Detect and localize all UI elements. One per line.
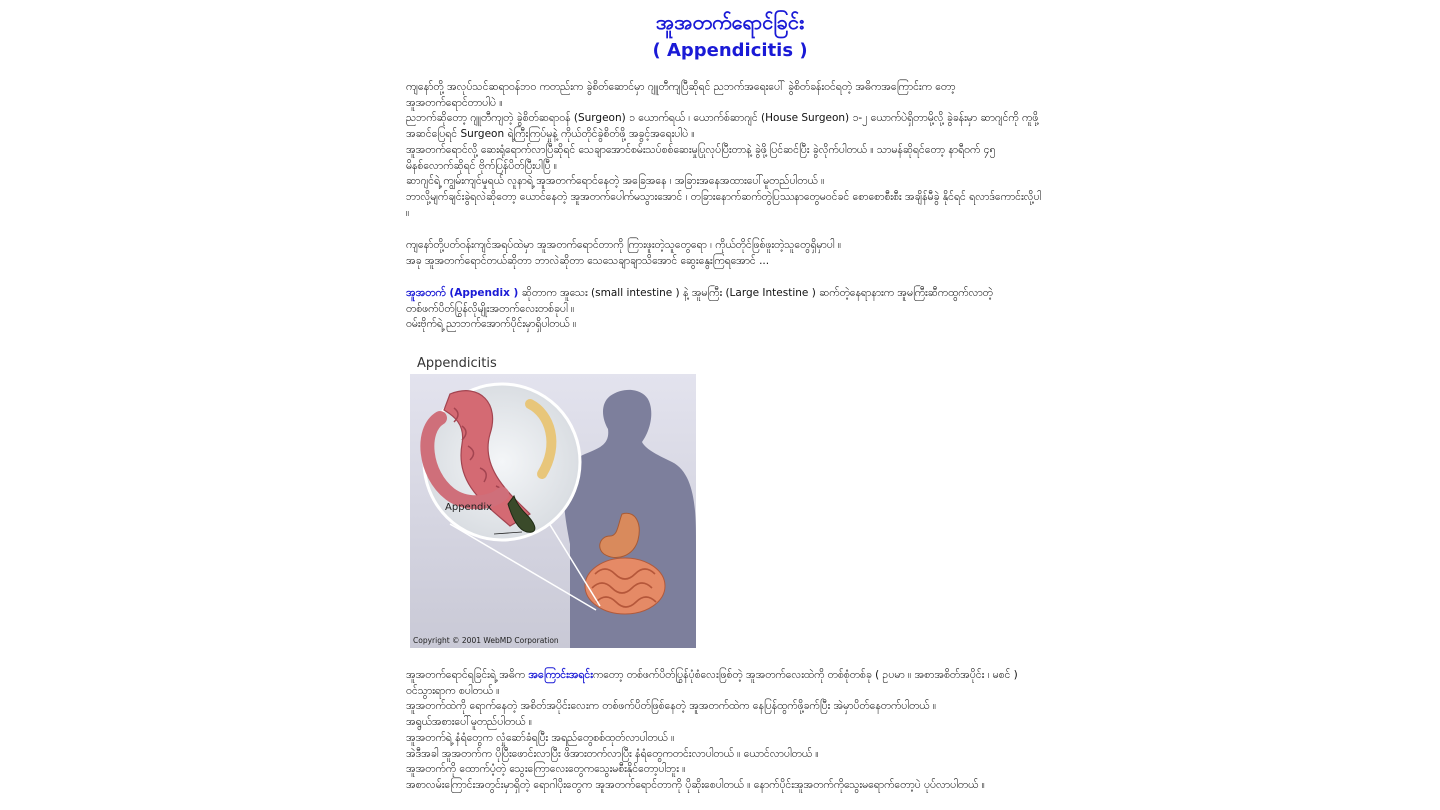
causes-paragraph: [406, 668, 1056, 794]
appendix-label: Appendix: [445, 502, 493, 513]
text-line: အူအတက်ရဲ့ နံရံတွေက လှုံဆော်ခံရပြီး အရည်တွေစစ်ထုတ်လာပါတယ် ။: [406, 731, 675, 744]
page-subtitle: ( Appendicitis ): [652, 40, 808, 61]
text-line: အူအတက်ထဲကို ရောက်နေတဲ့ အစိတ်အပိုင်းလေးက တစ်ဖက်ပိတ်ဖြစ်နေတဲ့ အူအတက်ထဲက နေပြန်ထွက်ဖို့ခက်ပြီး အဲမှာပိတ်နေတက်ပါတယ် ။: [406, 700, 936, 713]
text-line: မိနစ်လောက်ဆိုရင် ဗိုက်ပြန်ပိတ်ပြီးပါပြီ ။: [406, 159, 557, 172]
text-line: [406, 668, 1056, 684]
text-line: အူအတက်ကို ထောက်ပံ့တဲ့ သွေးကြောလေးတွေကသွေးမစီးနိုင်တော့ပါဘူး ။: [406, 763, 686, 776]
text-segment: အူအတက်ရောင်ရခြင်းရဲ့ အဓိက: [406, 669, 529, 681]
text-line: အဲဒီအခါ အူအတက်က ပိုပြီးဖောင်းလာပြီး ဖိအားတက်လာပြီး နံရံတွေကတင်းလာပါတယ် ။ ယောင်လာပါတယ် ။: [406, 747, 819, 760]
text-line: ။: [406, 206, 410, 219]
text-line: ဆာဂျင်ရဲ့ ကျွမ်းကျင်မှုရယ် လူနာရဲ့ အူအတက်ရောင်နေတဲ့ အခြေအနေ ၊ အခြားအနေအထားပေါ်မူတည်ပါတယ် ။: [406, 175, 825, 188]
text-line: အခု အူအတက်ရောင်တယ်ဆိုတာ ဘာလဲဆိုတာ သေသေချာချာသိအောင် ဆွေးနွေးကြရအောင် ...: [406, 254, 770, 267]
page-title: အူအတက်ရောင်ခြင်း: [655, 10, 805, 34]
text-line: ဘာလို့မျက်ချင်းခွဲရလဲဆိုတော့ ယောင်နေတဲ့ အူအတက်ပေါက်မသွားအောင် ၊ တခြားနောက်ဆက်တွဲပြဿနာတွေမဝင်ခင် စောစောစီးစီး အချိန်မီခွဲ နိုင်ရင် ရလာဒ်ကောင်းလို့ပါ: [406, 190, 1042, 203]
second-paragraph: [406, 238, 1056, 269]
text-line: အူအတက်ရောင်တာပါပဲ ။: [406, 96, 503, 109]
text-line: တစ်ဖက်ပိတ်ပြွန်လိုမျိုးအတက်လေးတစ်ခုပါ ။: [406, 302, 575, 315]
intro-paragraph: [406, 80, 1056, 221]
appendix-definition-paragraph: [406, 286, 1056, 333]
text-line: အဆင်ပြေရင် Surgeon ရဲ့ကြီးကြပ်မှုနဲ့ ကိုယ်တိုင်ခွဲစိတ်ဖို့ အခွင့်အရေးပါပဲ ။: [406, 128, 695, 141]
text-line: ကျနော်တို့ အလုပ်သင်ဆရာဝန်ဘဝ ကတည်းက ခွဲစိတ်ဆောင်မှာ ဂျူတီကျပြီဆိုရင် ညဘက်အရေးပေါ် ခွဲစိတ်ခန်းဝင်ရတဲ့ အဓိကအကြောင်းက တော့: [406, 81, 956, 93]
text-line: [406, 286, 1056, 302]
text-line: ဝင်သွားရာက စပါတယ် ။: [406, 684, 500, 697]
appendix-term-highlight: အူအတက် (Appendix ): [406, 287, 519, 299]
text-line: ညဘက်ဆိုတော့ ဂျူတီကျတဲ့ ခွဲစိတ်ဆရာဝန် (Surgeon) ၁ ယောက်ရယ် ၊ ယောက်စ်ဆာဂျင် (House Surgeon) ၁-၂ ယောက်ပဲရှိတာမို့လို့ ခွဲခန်းမှာ ဆာဂျင်ကို ကူဖို့: [406, 112, 1039, 125]
figure-title: Appendicitis: [417, 356, 497, 371]
text-line: အူအတက်ရောင်လို့ ဆေးရုံရောက်လာပြီဆိုရင် သေချာအောင်စမ်းသပ်စစ်ဆေးမှုပြုလုပ်ပြီးတာနဲ့ ခွဲဖို့ပြင်ဆင်ပြီး ခွဲလိုက်ပါတယ် ။ သာမန်ဆိုရင်တော့ နာရီဝက် ၄၅: [406, 143, 996, 156]
text-segment: ကတော့ တစ်ဖက်ပိတ်ပြွန်ပုံစံလေးဖြစ်တဲ့ အူအတက်လေးထဲကို တစ်စုံတစ်ခု ( ဥပမာ ။ အစာအစိတ်အပိုင်း ၊ မစင် ): [592, 669, 1018, 681]
intestines-shape: [585, 558, 665, 614]
figure-copyright: Copyright © 2001 WebMD Corporation: [413, 636, 559, 645]
text-line: ကျနော်တို့ပတ်ဝန်းကျင်အရပ်ထဲမှာ အူအတက်ရောင်တာကို ကြားဖူးတဲ့သူတွေရော ၊ ကိုယ်တိုင်ဖြစ်ဖူးတဲ့သူတွေရှိမှာပါ ။: [406, 239, 842, 251]
text-line: အရွယ်အစားပေါ်မူတည်ပါတယ် ။: [406, 716, 532, 729]
text-line: ဝမ်းဗိုက်ရဲ့ ညာဘက်အောက်ပိုင်းမှာရှိပါတယ် ။: [406, 318, 577, 331]
appendicitis-illustration: [408, 352, 698, 650]
cause-term-highlight: အကြောင်းအရင်း: [528, 669, 593, 681]
text-line: အစာလမ်းကြောင်းအတွင်းမှာရှိတဲ့ ရောဂါပိုးတွေက အူအတက်ရောင်တာကို ပိုဆိုးစေပါတယ် ။ နောက်ပိုင်းအူအတက်ကိုသွေးမရောက်တော့ပဲ ပုပ်လာပါတယ် ။: [406, 778, 985, 791]
text-segment: ဆိုတာက အူသေး (small intestine ) နဲ့ အူမကြီး (Large Intestine ) ဆက်တဲ့နေရာနားက အူမကြီးဆီကထွက်လာတဲ့: [518, 287, 993, 299]
